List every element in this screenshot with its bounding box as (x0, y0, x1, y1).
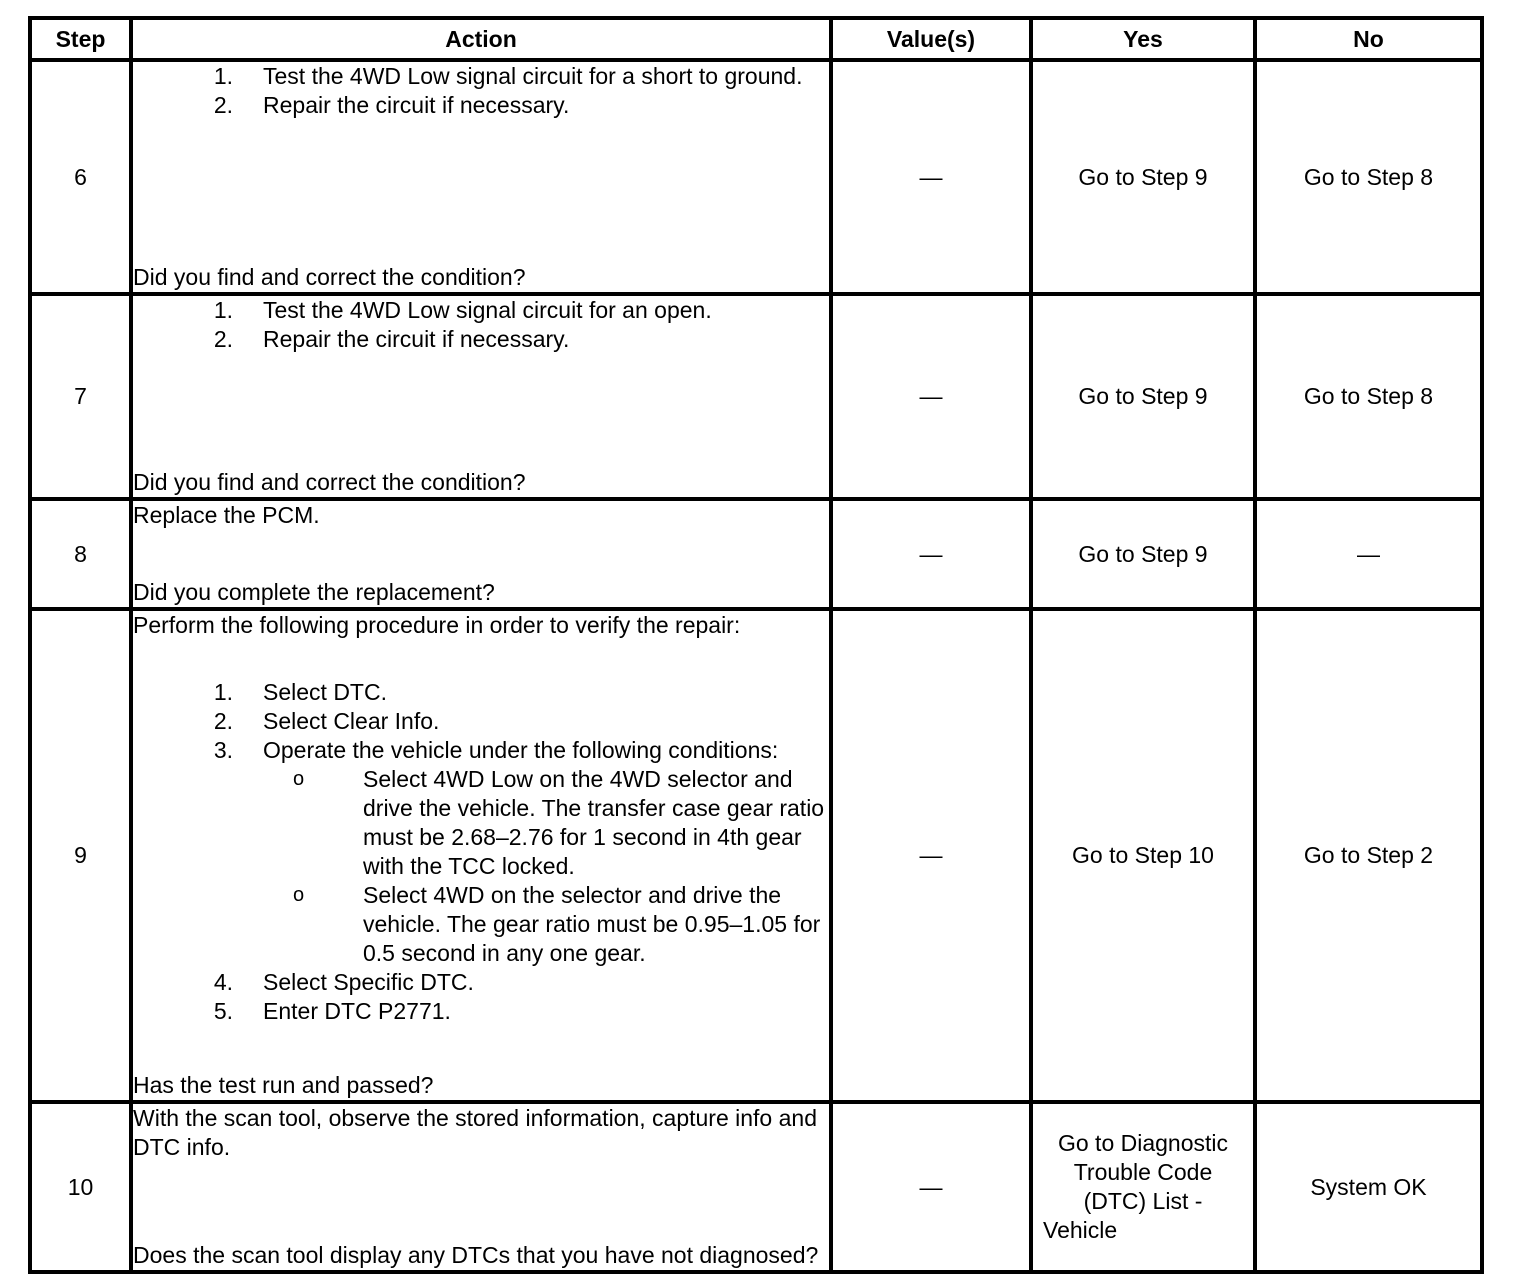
list-item (133, 968, 829, 997)
yes-link[interactable] (1031, 1102, 1255, 1272)
action-cell (131, 609, 831, 1102)
list-item (133, 707, 829, 736)
yes-link[interactable]: Go to Step 9 (1031, 60, 1255, 294)
header-no: No (1255, 18, 1482, 60)
step-list (133, 62, 829, 120)
list-number: 1. (213, 63, 233, 89)
list-number: 2. (213, 326, 233, 352)
table-row (30, 499, 1482, 609)
list-text: Test the 4WD Low signal circuit for a short to ground. (263, 63, 803, 89)
table-row (30, 294, 1482, 499)
yes-link[interactable]: Go to Step 10 (1031, 609, 1255, 1102)
list-text: Select Specific DTC. (263, 969, 474, 995)
header-step: Step (30, 18, 131, 60)
list-number: 2. (213, 92, 233, 118)
no-link[interactable]: Go to Step 8 (1255, 60, 1482, 294)
question-text: Did you find and correct the condition? (133, 264, 526, 290)
step-number: 8 (30, 499, 131, 609)
yes-line: (DTC) List - (1083, 1188, 1203, 1214)
yes-line: Trouble Code (1073, 1159, 1213, 1185)
list-number: 5. (213, 998, 233, 1024)
list-text: Select DTC. (263, 679, 387, 705)
list-number: 3. (213, 737, 233, 763)
no-text: System OK (1255, 1102, 1482, 1272)
value-cell: — (831, 499, 1031, 609)
table-row (30, 60, 1482, 294)
value-cell: — (831, 60, 1031, 294)
list-number: 2. (213, 708, 233, 734)
list-text: Repair the circuit if necessary. (263, 92, 570, 118)
sub-list-text: Select 4WD Low on the 4WD selector and drive the vehicle. The transfer case gear ratio must be 2.68–2.76 for 1 second in 4th gear with the TCC locked. (363, 766, 825, 879)
list-number: 1. (213, 297, 233, 323)
intro-text: Perform the following procedure in order to verify the repair: (133, 612, 741, 638)
diagnostic-table (28, 16, 1484, 1274)
list-item (133, 736, 829, 968)
list-item (133, 325, 829, 354)
action-cell (131, 60, 831, 294)
step-number: 6 (30, 60, 131, 294)
list-text: Test the 4WD Low signal circuit for an open. (263, 297, 712, 323)
value-cell: — (831, 294, 1031, 499)
yes-line: Vehicle (1043, 1217, 1118, 1243)
no-value: — (1255, 499, 1482, 609)
step-number: 7 (30, 294, 131, 499)
question-text: Has the test run and passed? (133, 1072, 434, 1098)
step-number: 10 (30, 1102, 131, 1272)
action-cell (131, 1102, 831, 1272)
header-yes: Yes (1031, 18, 1255, 60)
list-number: 1. (213, 679, 233, 705)
header-row (30, 18, 1482, 60)
table-row (30, 609, 1482, 1102)
table-row (30, 1102, 1482, 1272)
list-text: Repair the circuit if necessary. (263, 326, 570, 352)
header-values: Value(s) (831, 18, 1031, 60)
yes-link[interactable]: Go to Step 9 (1031, 294, 1255, 499)
step-list (133, 678, 829, 1026)
question-text: Did you complete the replacement? (133, 579, 495, 605)
bullet-icon: o (293, 884, 305, 906)
sub-list-item (263, 765, 829, 881)
no-link[interactable]: Go to Step 8 (1255, 294, 1482, 499)
list-text: Operate the vehicle under the following conditions: (263, 737, 779, 763)
step-list (133, 296, 829, 354)
header-action: Action (131, 18, 831, 60)
list-text: Select Clear Info. (263, 708, 440, 734)
intro-text: Replace the PCM. (133, 502, 320, 528)
list-text: Enter DTC P2771. (263, 998, 451, 1024)
action-cell (131, 499, 831, 609)
sub-list-text: Select 4WD on the selector and drive the vehicle. The gear ratio must be 0.95–1.05 for 0.5 second in any one gear. (363, 882, 821, 966)
question-text: Did you find and correct the condition? (133, 469, 526, 495)
list-item (133, 62, 829, 91)
step-number: 9 (30, 609, 131, 1102)
list-item (133, 997, 829, 1026)
value-cell: — (831, 609, 1031, 1102)
list-number: 4. (213, 969, 233, 995)
list-item (133, 678, 829, 707)
sub-list-item (263, 881, 829, 968)
list-item (133, 91, 829, 120)
question-text: Does the scan tool display any DTCs that you have not diagnosed? (133, 1242, 819, 1268)
sub-step-list (263, 765, 829, 968)
bullet-icon: o (293, 768, 305, 790)
list-item (133, 296, 829, 325)
yes-line: Go to Diagnostic (1057, 1130, 1229, 1156)
yes-link[interactable]: Go to Step 9 (1031, 499, 1255, 609)
intro-text: With the scan tool, observe the stored information, capture info and DTC info. (133, 1105, 817, 1160)
action-cell (131, 294, 831, 499)
value-cell: — (831, 1102, 1031, 1272)
no-link[interactable]: Go to Step 2 (1255, 609, 1482, 1102)
